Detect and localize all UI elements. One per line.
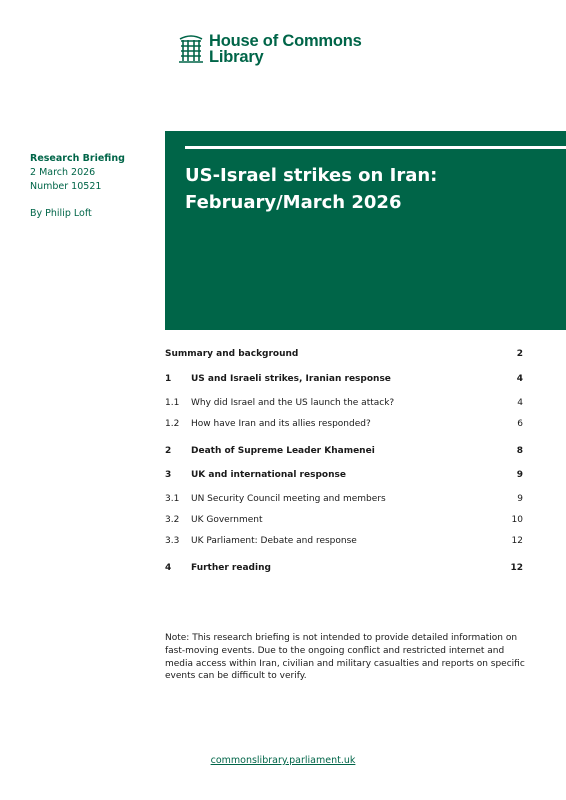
toc-entry-page: 2 — [516, 349, 523, 359]
logo-line-1: House of Commons — [209, 32, 362, 50]
briefing-type: Research Briefing — [30, 153, 125, 164]
toc-entry-number: 1.1 — [165, 398, 180, 408]
toc-entry-number: 3.3 — [165, 536, 180, 546]
toc-entry-number: 1 — [165, 374, 172, 384]
toc-entry-page: 4 — [517, 398, 523, 408]
toc-entry-page: 9 — [517, 494, 523, 504]
briefing-number: Number 10521 — [30, 181, 102, 192]
page-title: US-Israel strikes on Iran: February/March 2026 — [185, 165, 438, 213]
toc-entry-title: How have Iran and its allies responded? — [191, 419, 371, 429]
toc-entry-title: UN Security Council meeting and members — [191, 494, 386, 504]
portcullis-icon — [178, 33, 204, 65]
toc-entry-number: 2 — [165, 446, 172, 456]
toc-entry-title: UK Government — [191, 515, 263, 525]
toc-entry-page: 4 — [516, 374, 523, 384]
disclaimer-note: Note: This research briefing is not intended to provide detailed information on fast-moving events. Due to the ongoing conflict and restricted internet and media access within Iran, civilian and military casualties and reports on specific events can be difficult to verify. — [165, 633, 525, 682]
title-banner — [165, 131, 566, 330]
banner-rule — [185, 146, 566, 149]
toc-entry-number: 3.2 — [165, 515, 180, 525]
briefing-date: 2 March 2026 — [30, 167, 96, 178]
toc-entry-number: 3 — [165, 470, 172, 480]
toc-entry-page: 9 — [516, 470, 523, 480]
toc-entry-number: 3.1 — [165, 494, 180, 504]
toc-entry-title: UK and international response — [191, 470, 346, 480]
toc-entry-title: Summary and background — [165, 349, 299, 359]
toc-entry-page: 6 — [517, 419, 523, 429]
toc-entry-title: Why did Israel and the US launch the attack? — [191, 398, 395, 408]
toc-entry-title: UK Parliament: Debate and response — [191, 536, 357, 546]
briefing-metadata — [30, 152, 125, 221]
toc-entry-number: 4 — [165, 563, 172, 573]
toc-entry-number: 1.2 — [165, 419, 180, 429]
toc-entry-page: 12 — [510, 563, 523, 573]
toc-entry-page: 10 — [511, 515, 523, 525]
library-website-link[interactable]: commonslibrary.parliament.uk — [210, 755, 356, 766]
toc-entry-title: US and Israeli strikes, Iranian response — [191, 374, 391, 384]
toc-entry-title: Death of Supreme Leader Khamenei — [191, 446, 375, 456]
briefing-author: By Philip Loft — [30, 208, 92, 219]
toc-entry-title: Further reading — [191, 563, 271, 573]
logo-line-2: Library — [209, 48, 264, 66]
logo-wordmark — [209, 33, 362, 65]
toc-entry-page: 8 — [516, 446, 523, 456]
toc-entry-page: 12 — [511, 536, 523, 546]
house-of-commons-library-logo — [178, 33, 362, 65]
